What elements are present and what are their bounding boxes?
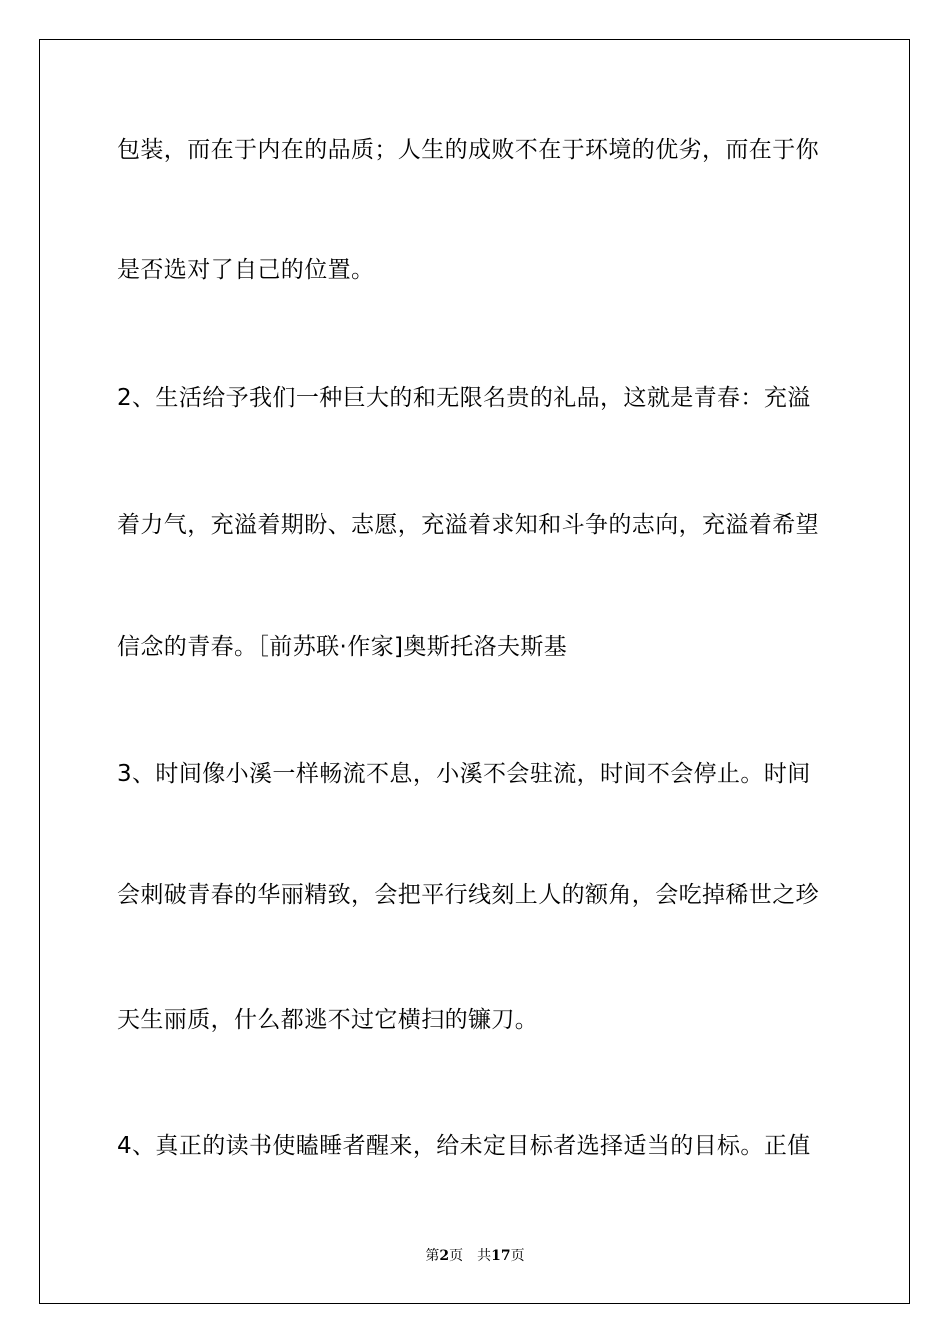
page-suffix: 页 [449,1248,464,1264]
current-page-number: 2 [439,1248,450,1264]
paragraph-line: 4、真正的读书使瞌睡者醒来，给未定目标者选择适当的目标。正值 [117,1133,811,1159]
total-prefix: 共 [477,1248,492,1264]
page-prefix: 第 [425,1248,440,1264]
paragraph-line: 2、生活给予我们一种巨大的和无限名贵的礼品，这就是青春：充溢 [117,385,811,411]
total-suffix: 页 [510,1248,525,1264]
total-pages-number: 17 [491,1248,511,1264]
paragraph-line: 天生丽质，什么都逃不过它横扫的镰刀。 [117,1007,539,1033]
paragraph-line: 信念的青春。［前苏联·作家]奥斯托洛夫斯基 [117,634,568,660]
page-border [39,39,910,1304]
paragraph-line: 3、时间像小溪一样畅流不息，小溪不会驻流，时间不会停止。时间 [117,761,811,787]
page-footer [0,1247,950,1265]
paragraph-line: 着力气，充溢着期盼、志愿，充溢着求知和斗争的志向，充溢着希望 [117,512,819,538]
paragraph-line: 是否选对了自己的位置。 [117,257,375,283]
paragraph-line: 包装，而在于内在的品质；人生的成败不在于环境的优劣，而在于你 [117,137,819,163]
paragraph-line: 会刺破青春的华丽精致，会把平行线刻上人的额角，会吃掉稀世之珍 [117,882,819,908]
